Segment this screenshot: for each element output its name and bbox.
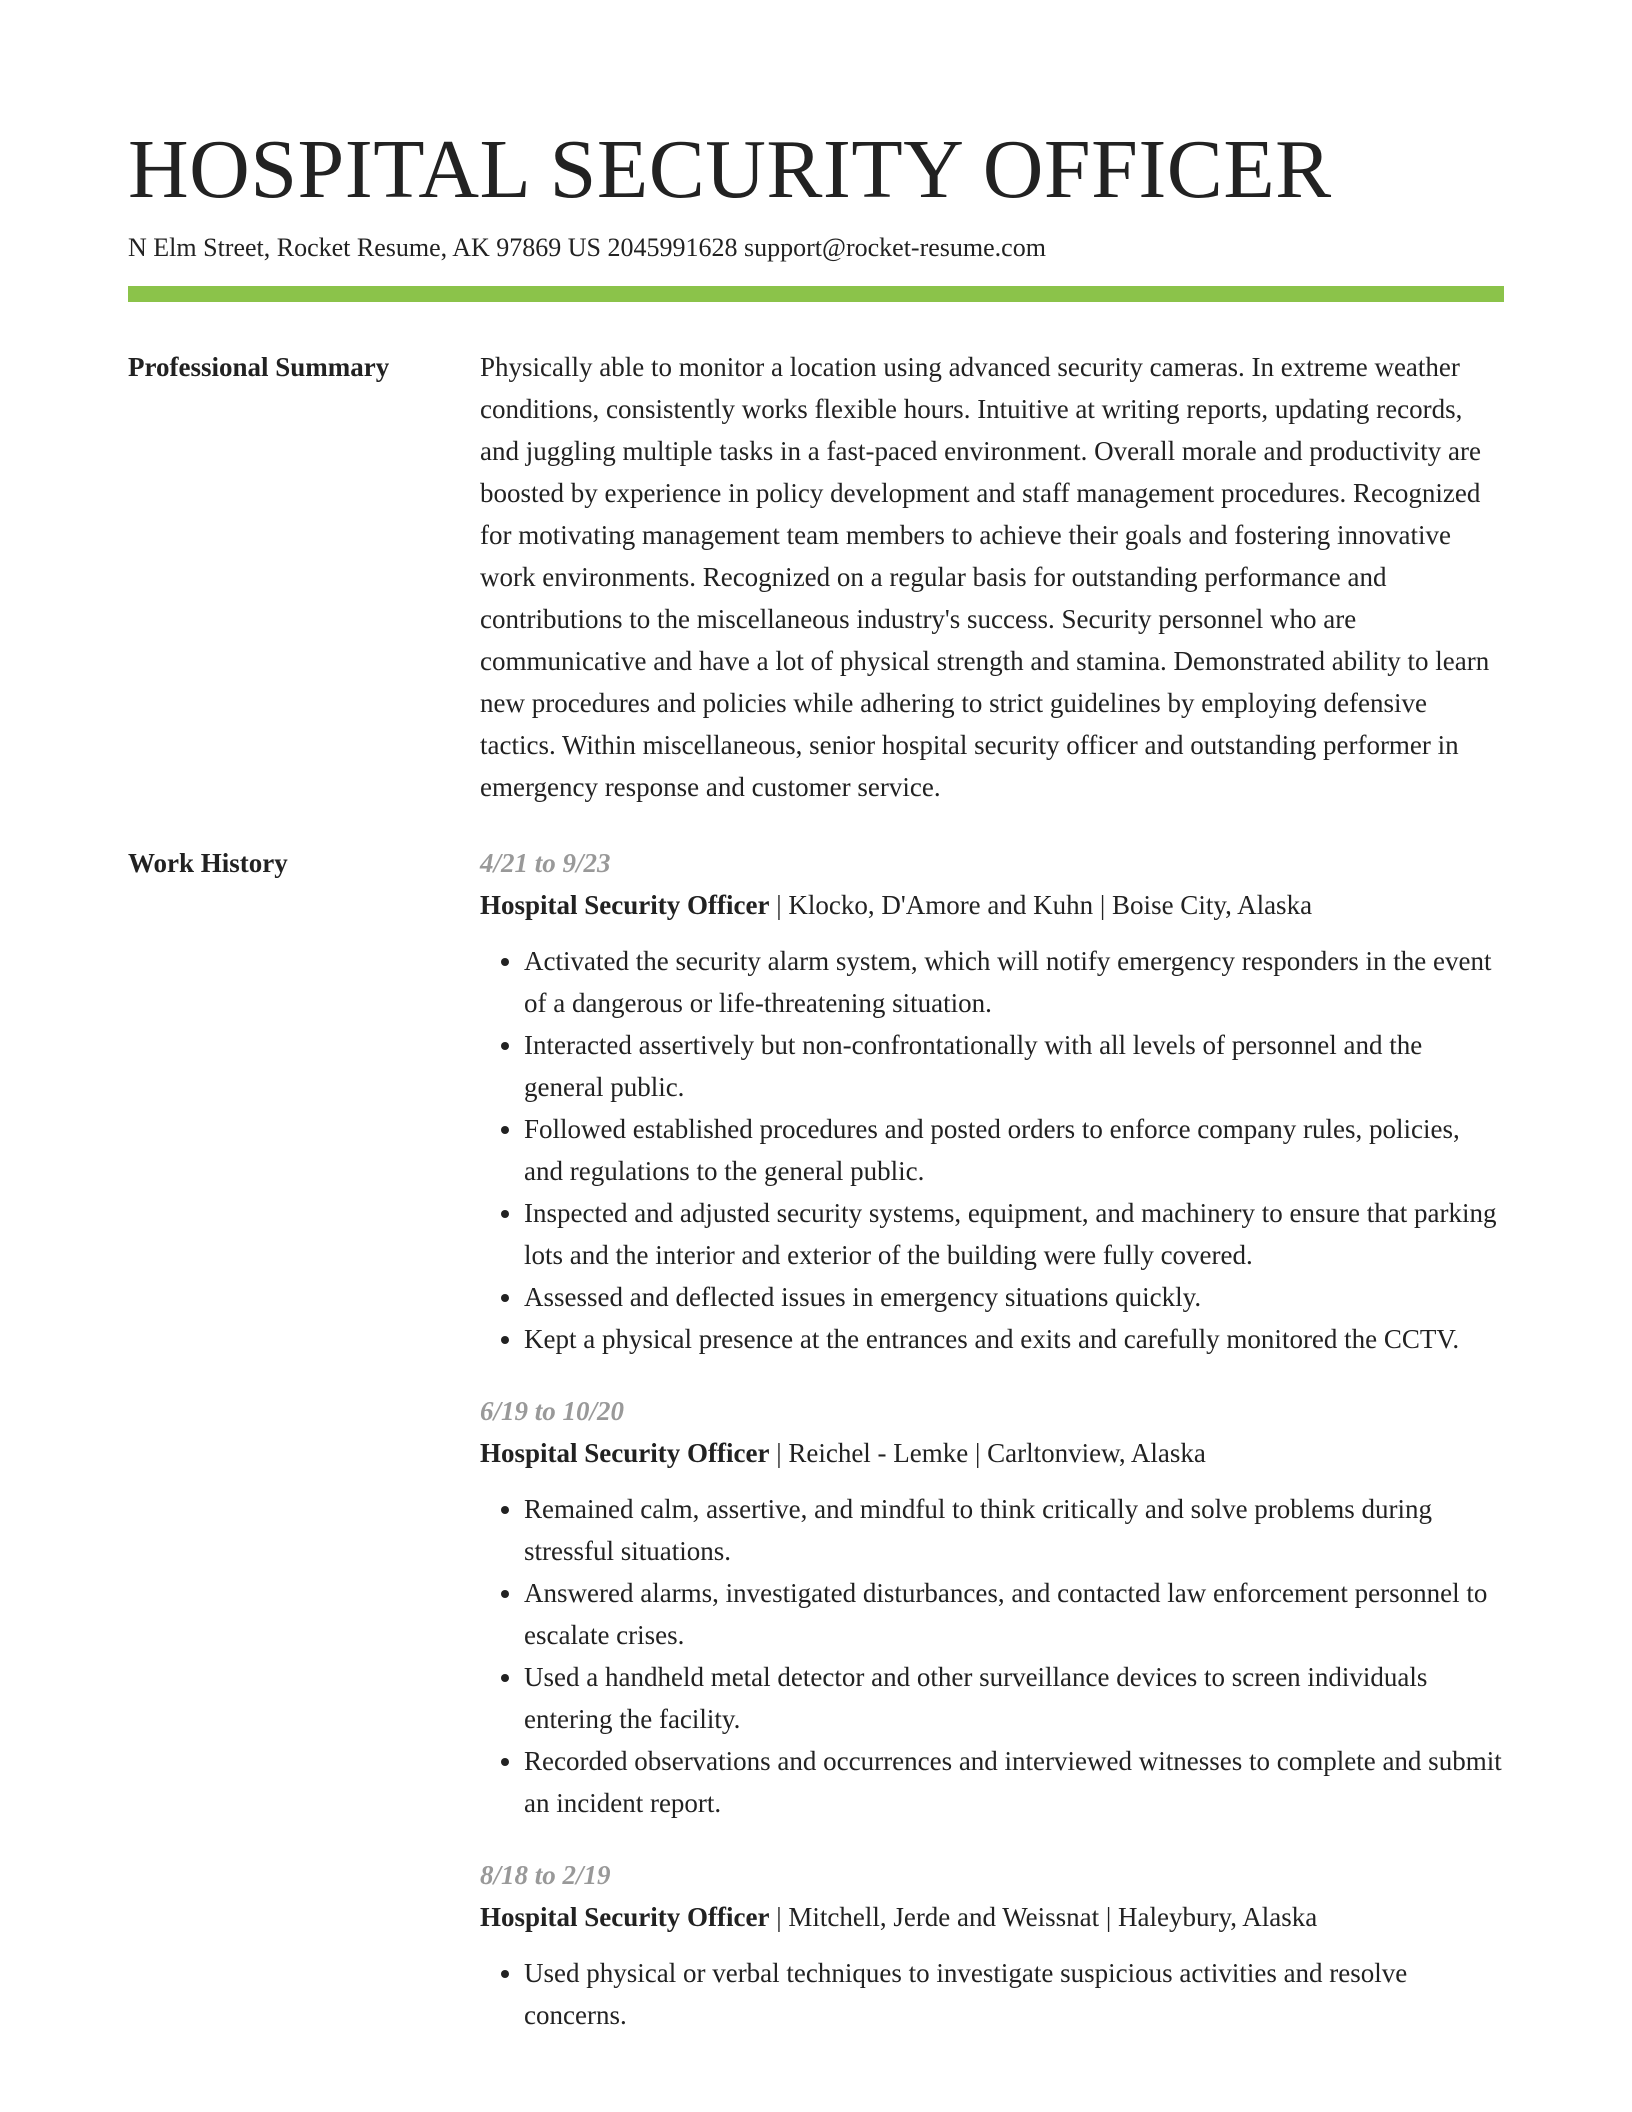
section-label: Professional Summary: [128, 352, 390, 382]
bullet-item: • Answered alarms, investigated disturbances, and contacted law enforcement personnel to escalate crises.: [524, 1572, 1504, 1656]
job-bullets: [480, 1952, 1504, 2036]
bullet-item: • Used physical or verbal techniques to investigate suspicious activities and resolve concerns.: [524, 1952, 1504, 2036]
professional-summary-section: [128, 346, 1504, 808]
job-title: Hospital Security Officer: [480, 890, 770, 920]
job-heading: [480, 1896, 1504, 1938]
bullet-item: • Remained calm, assertive, and mindful to think critically and solve problems during stressful situations.: [524, 1488, 1504, 1572]
job-dates: 8/18 to 2/19: [480, 1860, 611, 1890]
job-entry: [480, 1390, 1504, 1824]
bullet-item: • Interacted assertively but non-confrontationally with all levels of personnel and the general public.: [524, 1024, 1504, 1108]
job-dates: 4/21 to 9/23: [480, 848, 611, 878]
bullet-item: • Assessed and deflected issues in emergency situations quickly.: [524, 1276, 1504, 1318]
job-bullets: [480, 1488, 1504, 1824]
bullet-item: • Kept a physical presence at the entrances and exits and carefully monitored the CCTV.: [524, 1318, 1504, 1360]
job-heading: [480, 1432, 1504, 1474]
job-details: | Reichel - Lemke | Carltonview, Alaska: [769, 1438, 1206, 1468]
bullet-item: • Used a handheld metal detector and other surveillance devices to screen individuals entering the facility.: [524, 1656, 1504, 1740]
resume-name: HOSPITAL SECURITY OFFICER: [128, 123, 1332, 216]
bullet-item: • Activated the security alarm system, which will notify emergency responders in the event of a dangerous or life-threatening situation.: [524, 940, 1504, 1024]
job-entry: [480, 842, 1504, 1360]
bullet-item: • Recorded observations and occurrences and interviewed witnesses to complete and submit an incident report.: [524, 1740, 1504, 1824]
job-bullets: [480, 940, 1504, 1360]
summary-text: Physically able to monitor a location using advanced security cameras. In extreme weather conditions, consistently works flexible hours. Intuitive at writing reports, updating records, and juggling multiple tasks in a fast-paced environment. Overall morale and productivity are boosted by experience in policy development and staff management procedures. Recognized for motivating management team members to achieve their goals and fostering innovative work environments. Recognized on a regular basis for outstanding performance and contributions to the miscellaneous industry's success. Security personnel who are communicative and have a lot of physical strength and stamina. Demonstrated ability to learn new procedures and policies while adhering to strict guidelines by employing defensive tactics. Within miscellaneous, senior hospital security officer and outstanding performer in emergency response and customer service.: [480, 352, 1490, 802]
job-entry: [480, 1854, 1504, 2036]
header-divider: [128, 286, 1504, 302]
job-heading: [480, 884, 1504, 926]
section-label: Work History: [128, 848, 288, 878]
contact-line: N Elm Street, Rocket Resume, AK 97869 US 2045991628 support@rocket-resume.com: [128, 233, 1046, 262]
work-history-section: [128, 842, 1504, 2066]
job-dates: 6/19 to 10/20: [480, 1396, 625, 1426]
job-details: | Klocko, D'Amore and Kuhn | Boise City, Alaska: [769, 890, 1313, 920]
job-title: Hospital Security Officer: [480, 1902, 770, 1932]
bullet-item: • Inspected and adjusted security systems, equipment, and machinery to ensure that parking lots and the interior and exterior of the building were fully covered.: [524, 1192, 1504, 1276]
bullet-item: • Followed established procedures and posted orders to enforce company rules, policies, and regulations to the general public.: [524, 1108, 1504, 1192]
job-title: Hospital Security Officer: [480, 1438, 770, 1468]
job-details: | Mitchell, Jerde and Weissnat | Haleybury, Alaska: [769, 1902, 1318, 1932]
